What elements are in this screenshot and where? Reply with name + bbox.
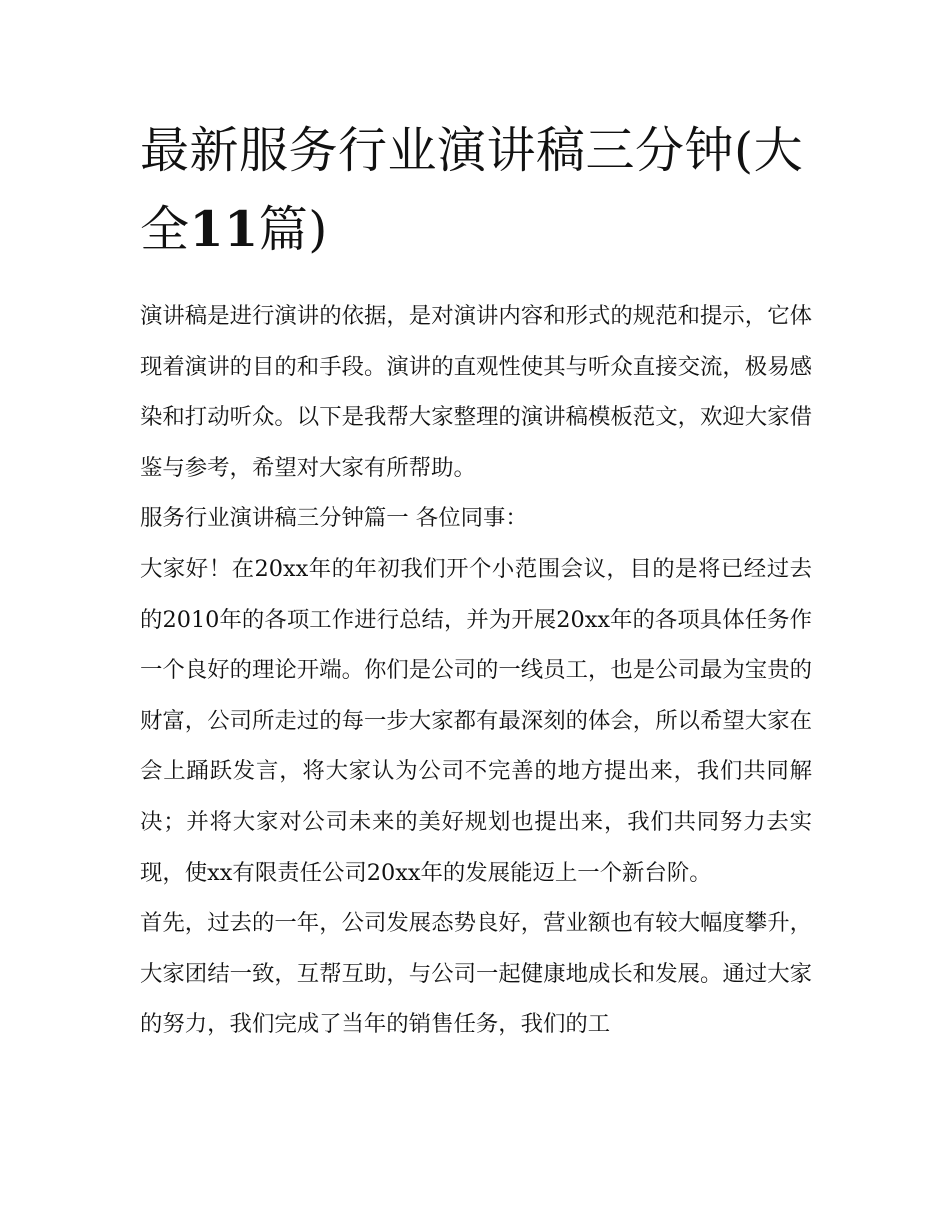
paragraph-intro: 演讲稿是进行演讲的依据，是对演讲内容和形式的规范和提示，它体现着演讲的目的和手段。演讲的直观性使其与听众直接交流，极易感染和打动听众。以下是我帮大家整理的演讲稿模板范文，欢迎大家借鉴与参考，希望对大家有所帮助。 <box>140 303 812 481</box>
document-page <box>140 112 812 1050</box>
paragraph-greeting: 大家好！在20xx年的年初我们开个小范围会议，目的是将已经过去的2010年的各项工作进行总结，并为开展20xx年的各项具体任务作一个良好的理论开端。你们是公司的一线员工，也是公司最为宝贵的财富，公司所走过的每一步大家都有最深刻的体会，所以希望大家在会上踊跃发言，将大家认为公司不完善的地方提出来，我们共同解决；并将大家对公司未来的美好规划也提出来，我们共同努力去实现，使xx有限责任公司20xx年的发展能迈上一个新台阶。 <box>140 555 812 886</box>
document-title: 最新服务行业演讲稿三分钟(大全11篇) <box>140 122 804 258</box>
paragraph-section-heading: 服务行业演讲稿三分钟篇一 各位同事： <box>140 505 528 532</box>
document-body <box>140 291 812 1050</box>
paragraph-review: 首先，过去的一年，公司发展态势良好，营业额也有较大幅度攀升，大家团结一致，互帮互助，与公司一起健康地成长和发展。通过大家的努力，我们完成了当年的销售任务，我们的工 <box>140 910 812 1038</box>
